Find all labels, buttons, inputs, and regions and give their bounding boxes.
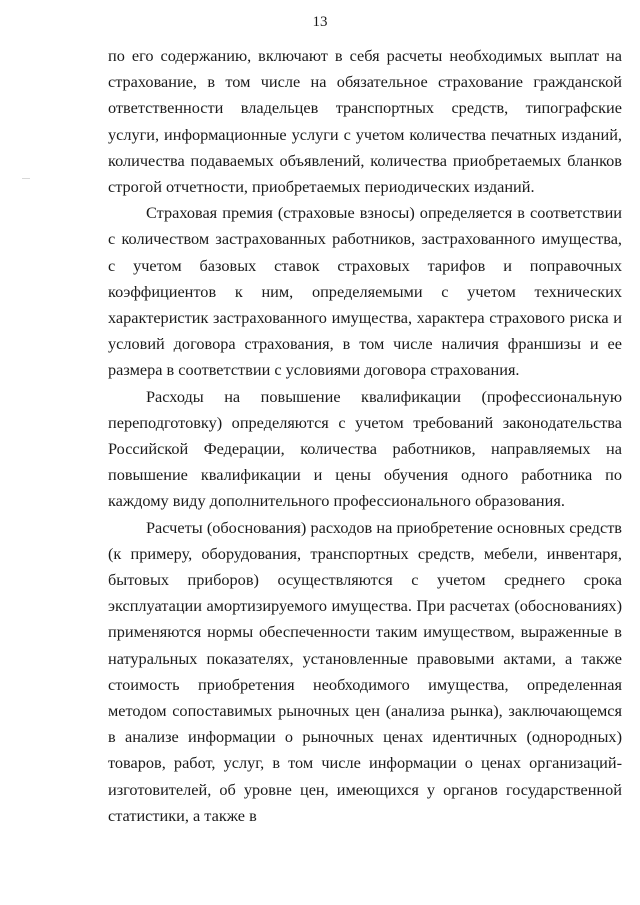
paragraph-qualification-expenses: Расходы на повышение квалификации (профессиональную переподготовку) определяются с учетом требований законодательства Российской Федерации, количества работников, направляемых на повышение квалификации и цены обучения одного работника по каждому виду дополнительного профессионального образования. xyxy=(108,386,622,511)
margin-mark xyxy=(22,178,30,179)
paragraph-insurance-premium: Страховая премия (страховые взносы) определяется в соответствии с количеством застрахованных работников, застрахованного имущества, с учетом базовых ставок страховых тарифов и поправочных коэффициентов к ним, определяемыми с учетом технических характеристик застрахованного имущества, характера страхового риска и условий договора страхования, в том числе наличия франшизы и ее размера в соответствии с условиями договора страхования. xyxy=(108,203,622,380)
page-number: 13 xyxy=(312,14,328,30)
paragraph-continuation: по его содержанию, включают в себя расчеты необходимых выплат на страхование, в том числе на обязательное страхование гражданской ответственности владельцев транспортных средств, типографские услуги, информационные услуги с учетом количества печатных изданий, количества подаваемых объявлений, количества приобретаемых бланков строгой отчетности, приобретаемых периодических изданий. xyxy=(108,46,622,197)
paragraph-fixed-assets: Расчеты (обоснования) расходов на приобретение основных средств (к примеру, оборудования, транспортных средств, мебели, инвентаря, бытовых приборов) осуществляются с учетом среднего срока эксплуатации амортизируемого имущества. При расчетах (обоснованиях) применяются нормы обеспеченности таким имуществом, выраженные в натуральных показателях, установленные правовыми актами, а также стоимость приобретения необходимого имущества, определенная методом сопоставимых рыночных цен (анализа рынка), заключающемся в анализе информации о рыночных ценах идентичных (однородных) товаров, работ, услуг, в том числе информации о ценах организаций-изготовителей, об уровне цен, имеющихся у органов государственной статистики, а также в xyxy=(108,517,622,825)
body-text xyxy=(108,43,622,829)
